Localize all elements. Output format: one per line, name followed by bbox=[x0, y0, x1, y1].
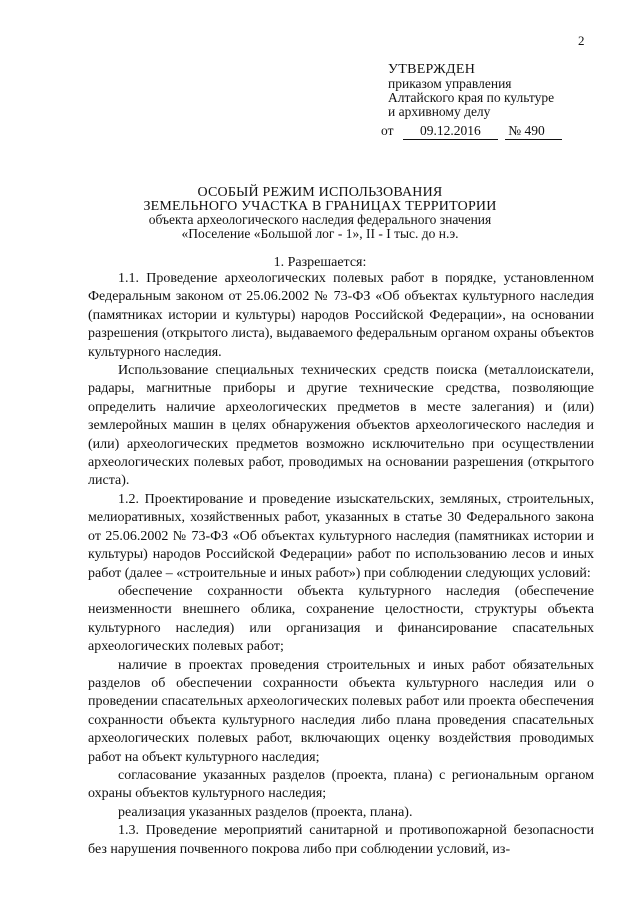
body-text bbox=[88, 270, 594, 859]
order-date-prefix: от bbox=[381, 123, 394, 138]
paragraph-condition-4: реализация указанных разделов (проекта, плана). bbox=[118, 804, 413, 820]
order-date-line bbox=[381, 123, 562, 140]
document-heading bbox=[100, 186, 540, 240]
approval-block bbox=[388, 63, 554, 119]
heading-line: ОСОБЫЙ РЕЖИМ ИСПОЛЬЗОВАНИЯ bbox=[197, 185, 443, 200]
approval-line: и архивному делу bbox=[388, 104, 491, 119]
approval-line: Алтайского края по культуре bbox=[388, 90, 555, 105]
heading-subline: объекта археологического наследия федерального значения bbox=[148, 212, 492, 227]
order-date: 09.12.2016 bbox=[403, 123, 498, 140]
heading-line: ЗЕМЕЛЬНОГО УЧАСТКА В ГРАНИЦАХ ТЕРРИТОРИИ bbox=[143, 198, 497, 214]
paragraph-condition-2: наличие в проектах проведения строительных и иных работ обязательных разделов об обеспечении сохранности объекта культурного наследия или о проведении спасательных археологических полевых работ или проекта обеспечения сохранности объекта культурного наследия либо плана проведения спасательных археологических полевых работ, включающих оценку воздействия проводимых работ на объект культурного наследия; bbox=[88, 657, 594, 765]
paragraph-condition-3: согласование указанных разделов (проекта, плана) с региональным органом охраны объектов культурного наследия; bbox=[88, 767, 594, 802]
heading-subline: «Поселение «Большой лог - 1», II - I тыс. до н.э. bbox=[181, 225, 459, 241]
paragraph-condition-1: обеспечение сохранности объекта культурного наследия (обеспечение неизменности внешнего облика, сохранение целостности, структуры объекта культурного наследия) или организация и финансирование спасательных археологических полевых работ; bbox=[88, 583, 594, 655]
order-number: № 490 bbox=[505, 123, 562, 140]
paragraph-1-1: 1.1. Проведение археологических полевых работ в порядке, установленном Федеральным законом от 25.06.2002 № 73-ФЗ «Об объектах культурного наследия (памятниках истории и культуры) народов Российской Федерации», на основании разрешения (открытого листа), выдаваемого федеральным органом охраны объектов культурного наследия. bbox=[88, 271, 594, 360]
paragraph-1-2: 1.2. Проектирование и проведение изыскательских, земляных, строительных, мелиоративных, хозяйственных работ, указанных в статье 30 Федерального закона от 25.06.2002 № 73-ФЗ «Об объектах культурного наследия (памятниках истории и культуры) народов Российской Федерации» работ по использованию лесов и иных работ (далее – «строительные и иных работ») при соблюдении следующих условий: bbox=[88, 491, 594, 581]
page-number: 2 bbox=[578, 33, 585, 48]
approval-line: приказом управления bbox=[388, 76, 512, 91]
approval-title: УТВЕРЖДЕН bbox=[388, 62, 476, 77]
paragraph-1-3: 1.3. Проведение мероприятий санитарной и противопожарной безопасности без нарушения почвенного покрова либо при соблюдении условий, из- bbox=[88, 823, 594, 857]
section-title: 1. Разрешается: bbox=[273, 255, 367, 270]
paragraph-search-tools: Использование специальных технических средств поиска (металлоискатели, радары, магнитные приборы и другие технические средства, позволяющие определить наличие археологических предметов в месте залегания) и (или) землеройных машин в целях обнаружения объектов археологического наследия и (или) археологических предметов возможно исключительно при осуществлении археологических полевых работ, проводимых на основании разрешения (открытого листа). bbox=[88, 363, 594, 489]
